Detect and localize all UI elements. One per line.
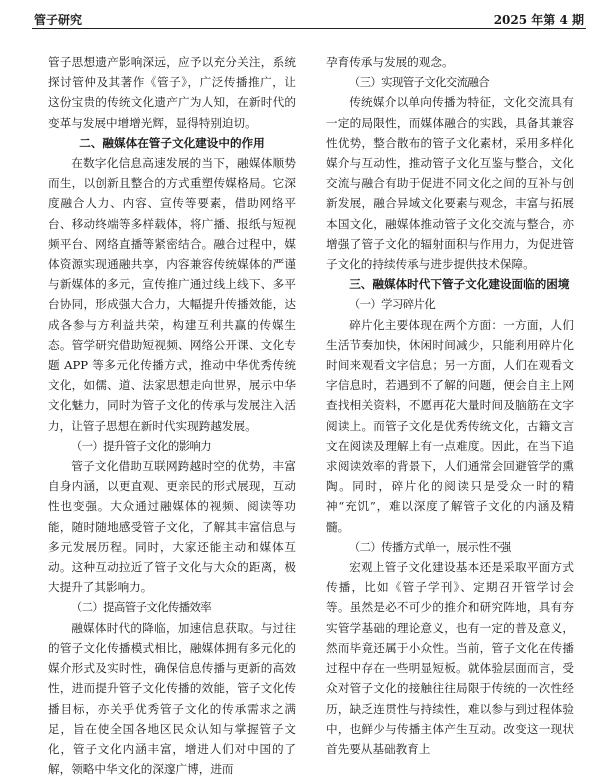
paragraph-fragmentation: 碎片化主要体现在两个方面：一方面，人们生活节奏加快，休闲时间减少，只能利用碎片化时间来观看文字信息；另一方面，人们在观看文字信息时，若遇到不了解的问题，便会自主上网查找相关资料，不愿再花大量时间及脑筋在文字阅读上。而管子文化是优秀传统文化，古籍文言文在阅读及理解上有一点难度。因此，在当下追求阅读效率的背景下，人们通常会回避管学的熏陶。同时，碎片化的阅读只是受众一时的精神“充饥”，难以深度了解管子文化的内涵及精髓。 [326,317,574,534]
paragraph-efficiency: 融媒体时代的降临，加速信息获取。与过往的管子文化传播模式相比，融媒体拥有多元化的媒介形式及实时性，确保信息传播与更新的高效性，进而提升管子文化传播的效能，管子文化传播目标，亦关乎优秀管子文化的传承需求之满足，旨在使全国各地区民众认知与掌握管子文化，管子文化内涵丰富，增进人们对中国的了解，领略中华文化的深邃广博，进而 [48,620,296,777]
subheading-single-channel: （二）传播方式单一，展示性不强 [348,539,511,554]
section-heading-2: 二、融媒体在管子文化建设中的作用 [79,135,265,150]
paragraph-exchange: 传统媒介以单向传播为特征，文化交流具有一定的局限性，而媒体融合的实践，具备其兼容性优势，整合散布的管子文化素材，采用多样化媒介与互动性，推动管子文化互鉴与整合，文化交流与融合有助于促进不同文化之间的互补与创新发展，融合异域文化要素与观念，丰富与拓展本国文化，融媒体推动管子文化交流与整合，亦增强了管子文化的辐射面积与作用力，为促进管子文化的持续传承与进步提供技术保障。 [326,95,574,272]
paragraph-section-2: 在数字化信息高速发展的当下，融媒体顺势而生，以创新且整合的方式重塑传媒格局。它深度融合人力、内容、宣传等要素，借助网络平台、移动终端等多样载体，将广播、报纸与短视频平台、网络直播等紧密结合。融合过程中，媒体资源实现通融共享，内容兼容传统媒体的严谨与新媒体的多元，宣传推广通过线上线下、多平台协同，形成强大合力，大幅提升传播效能，达成各参与方利益共荣，构建互利共赢的传媒生态。管学研究借助短视频、网络公开课、文化专题 APP 等多元化传播方式，推动中华优秀传统文化，如儒、道、法家思想走向世界，展示中华文化魅力，同时为管子文化的传承与发展注入活力，让管子思想在新时代实现跨越发展。 [48,156,296,433]
journal-name: 管子研究 [34,13,83,27]
paragraph-single-channel: 宏观上管子文化建设基本还是采取平面方式传播，比如《管子学刊》、定期召开管学讨会等。虽然是必不可少的推介和研究阵地，具有夯实管学基础的理论意义，也有一定的普及意义，然而毕竟还属于小众性。当前，管子文化在传播过程中存在一些明显短板。就体验层面而言，受众对管子文化的接触往往局限于传统的一次性经历，缺乏连贯性与持续性，难以参与到过程体验中，也鲜少与传播主体产生互动。改变这一现状首先要从基础教育上 [326,560,574,756]
issue-number: 2025 年第 4 期 [493,13,584,27]
paragraph-influence: 管子文化借助互联网跨越时空的优势，丰富自身内涵，以更直观、更亲民的形式展现，互动性也变强。大众通过融媒体的视频、阅读等功能，随时随地感受管子文化，了解其丰富信息与多元发展历程。同时，大家还能主动和媒体互动。这种互动拉近了管子文化与大众的距离，极大提升了其影响力。 [48,459,296,595]
paragraph-continued: 孕育传承与发展的观念。 [326,55,454,69]
subheading-influence: （一）提升管子文化的影响力 [70,438,212,453]
section-heading-3: 三、融媒体时代下管子文化建设面临的困境 [349,277,570,292]
page-header [32,8,586,29]
subheading-fragmentation: （一）学习碎片化 [348,297,436,312]
left-column [48,52,296,779]
right-column [326,52,574,759]
paragraph-continued: 管子思想遗产影响深远，应予以充分关注，系统探讨管仲及其著作《管子》，广泛传播推广，让这份宝贵的传统文化遗产广为人知，在新时代的变革与发展中增增光辉，显得特别迫切。 [48,55,296,130]
subheading-exchange: （三）实现管子文化交流融合 [348,75,490,90]
subheading-efficiency: （二）提高管子文化传播效率 [70,600,212,615]
